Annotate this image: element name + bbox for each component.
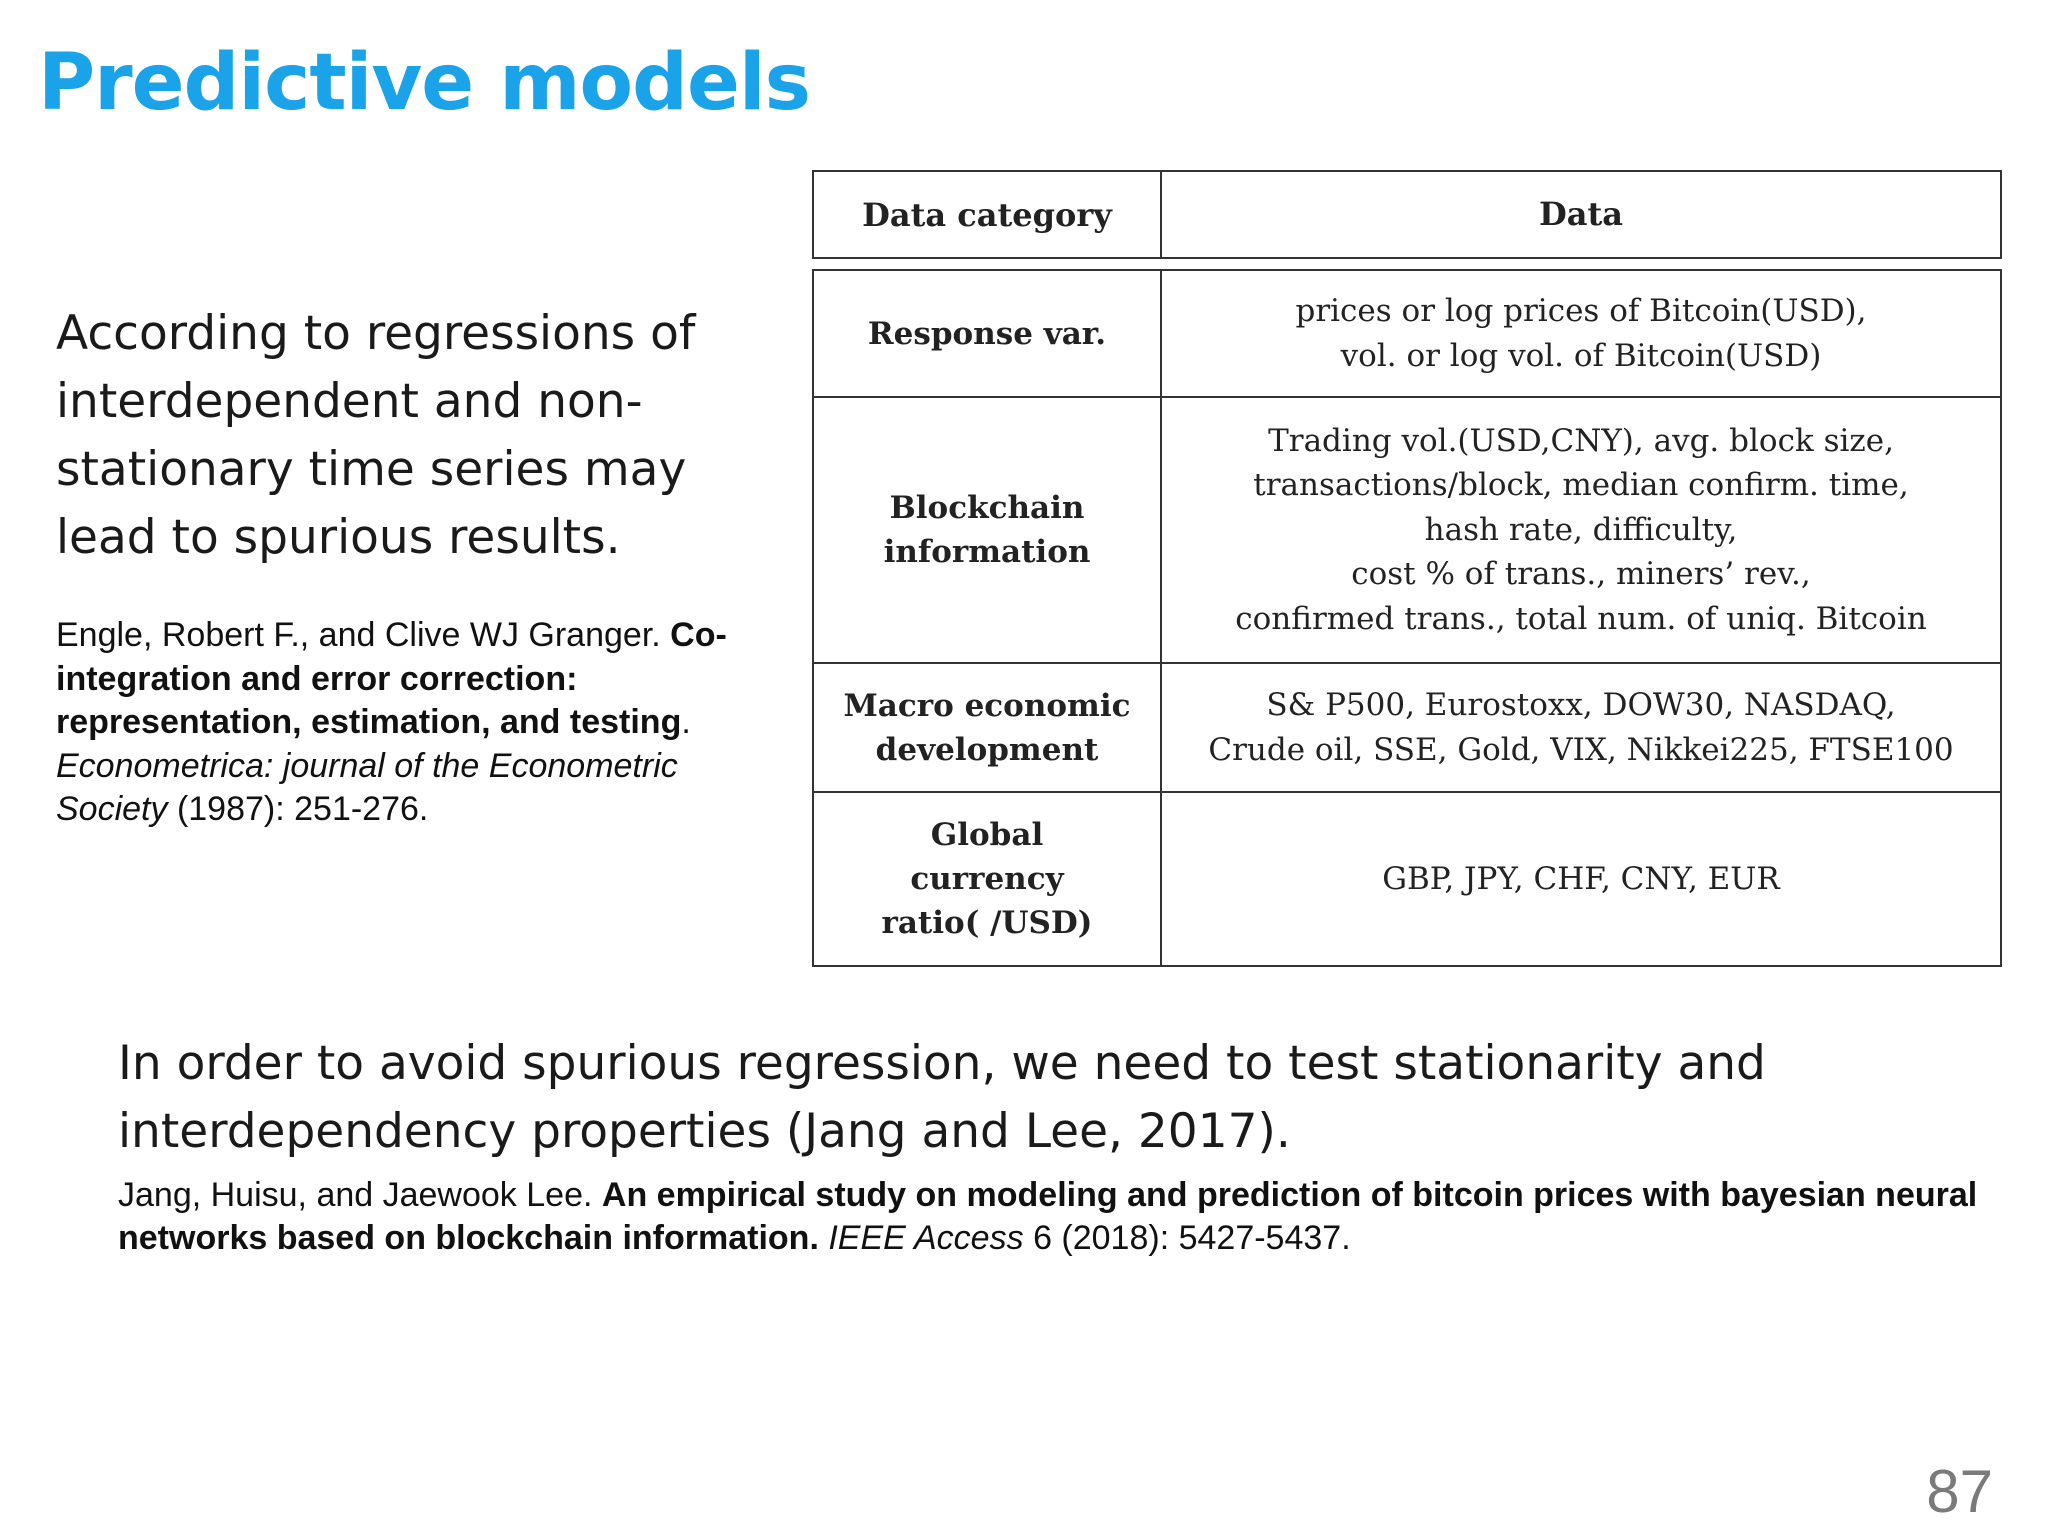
page-number: 87 [1926, 1458, 1993, 1525]
ref-details: 6 (2018): 5427-5437. [1033, 1219, 1351, 1257]
left-column [56, 300, 756, 832]
table-header-row [812, 170, 2002, 259]
data-cell: Trading vol.(USD,CNY), avg. block size, transactions/block, median confirm. time, hash rate, difficulty, cost % of trans., miners’ rev., confirmed trans., total num. of uniq. Bitcoin [1235, 422, 1927, 637]
ref-title: An empirical study on modeling and prediction of bitcoin prices with bayesian neural networks based on blockchain information. [118, 1176, 1978, 1257]
data-table [812, 170, 2002, 967]
ref-authors: Engle, Robert F., and Clive WJ Granger. [56, 616, 661, 654]
conclusion-text: In order to avoid spurious regression, we need to test stationarity and interdependency properties (Jang and Lee, 2017). [118, 1036, 1766, 1159]
data-cell: GBP, JPY, CHF, CNY, EUR [1382, 860, 1780, 897]
data-cell: S& P500, Eurostoxx, DOW30, NASDAQ, Crude oil, SSE, Gold, VIX, Nikkei225, FTSE100 [1208, 687, 1954, 768]
data-cell: prices or log prices of Bitcoin(USD), vol. or log vol. of Bitcoin(USD) [1295, 293, 1867, 374]
claim-text: According to regressions of interdependent and non-stationary time series may lead to spurious results. [56, 306, 696, 565]
table-row [812, 269, 2002, 398]
category-cell: Global currency ratio( /USD) [814, 793, 1162, 965]
ref-period: . [681, 703, 691, 741]
header-data: Data [1539, 195, 1623, 234]
header-data-category: Data category [814, 172, 1162, 257]
table-row [812, 664, 2002, 793]
ref-authors: Jang, Huisu, and Jaewook Lee. [118, 1176, 593, 1214]
category-cell: Response var. [814, 271, 1162, 396]
ref-journal: Econometrica: journal of the Econometric Society [56, 746, 678, 828]
ref-title: Co-integration and error correction: representation, estimation, and testing [56, 616, 727, 741]
table-row [812, 398, 2002, 664]
table-row [812, 793, 2002, 967]
ref-journal: IEEE Access [828, 1219, 1024, 1257]
page-title: Predictive models [38, 38, 811, 128]
bottom-section [118, 1030, 1998, 1260]
category-cell: Blockchain information [814, 398, 1162, 662]
ref-details: (1987): 251-276. [176, 790, 429, 828]
category-cell: Macro economic development [814, 664, 1162, 791]
jang-lee-reference [118, 1174, 1998, 1260]
engle-granger-reference [56, 614, 756, 832]
